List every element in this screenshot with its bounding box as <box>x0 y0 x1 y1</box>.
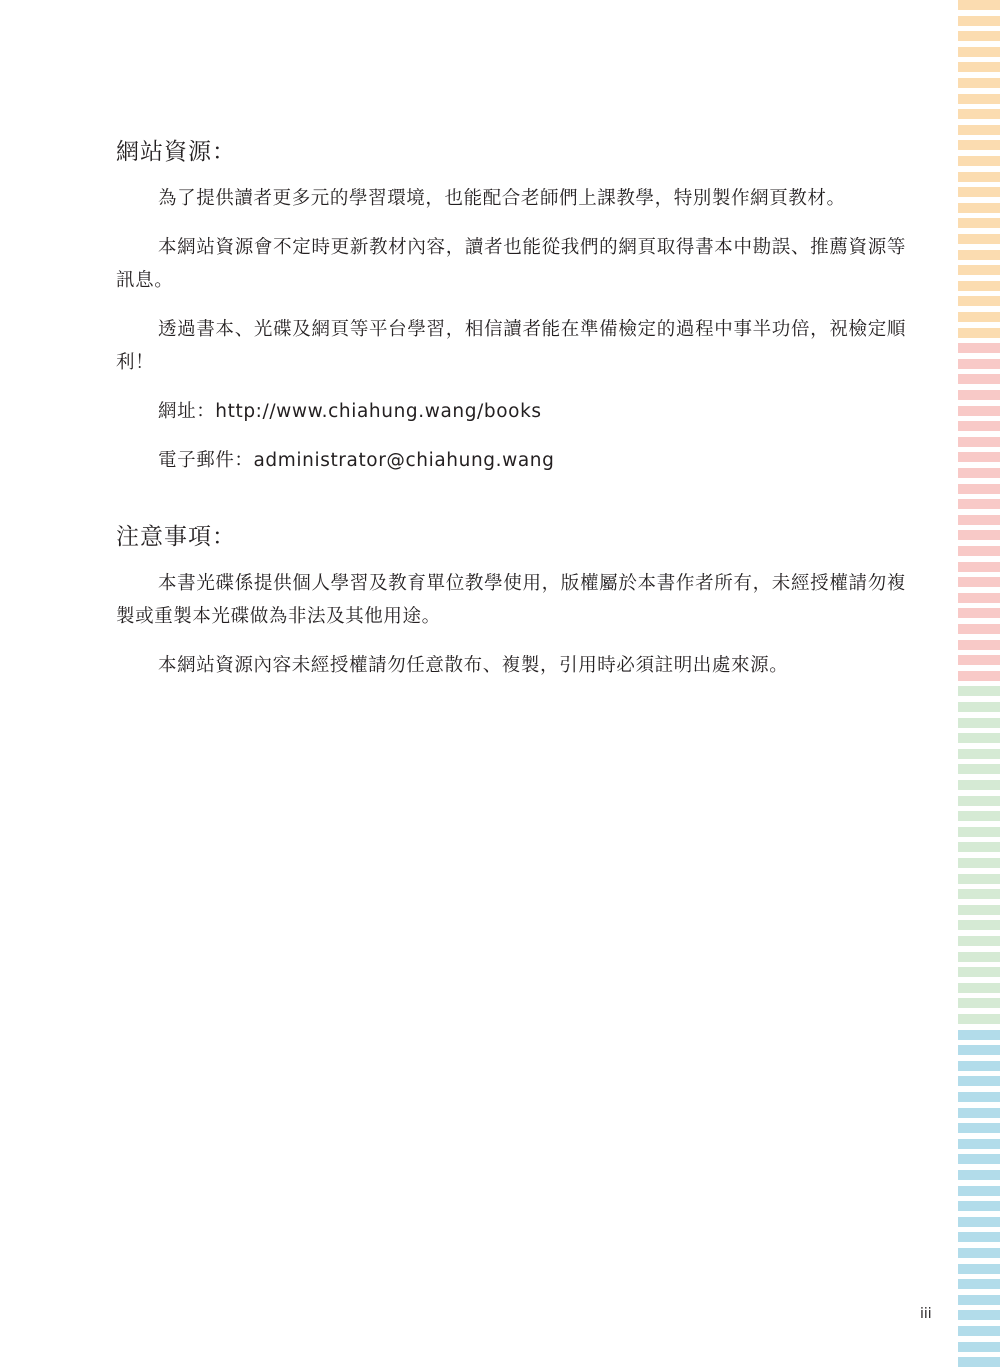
color-stripe <box>958 1045 1000 1055</box>
color-stripe <box>958 593 1000 603</box>
color-stripe <box>958 16 1000 26</box>
color-stripe <box>958 452 1000 462</box>
color-stripe <box>958 1201 1000 1211</box>
color-stripe <box>958 624 1000 634</box>
color-stripe <box>958 858 1000 868</box>
color-stripe <box>958 0 1000 10</box>
color-stripe <box>958 1154 1000 1164</box>
page-number: iii <box>920 1306 932 1322</box>
section-heading-web-resources: 網站資源： <box>116 139 236 165</box>
color-stripe <box>958 530 1000 540</box>
color-stripe <box>958 1264 1000 1274</box>
color-stripe <box>958 811 1000 821</box>
website-url-line: 網址：http://www.chiahung.wang/books <box>158 401 542 422</box>
color-stripe <box>958 1326 1000 1336</box>
color-stripe <box>958 281 1000 291</box>
paragraph: 為了提供讀者更多元的學習環境，也能配合老師們上課教學，特別製作網頁教材。 <box>158 188 846 209</box>
color-stripe <box>958 499 1000 509</box>
paragraph: 透過書本、光碟及網頁等平台學習，相信讀者能在準備檢定的過程中事半功倍，祝檢定順利！ <box>116 319 906 373</box>
color-stripe <box>958 842 1000 852</box>
color-stripe <box>958 998 1000 1008</box>
color-stripe <box>958 1310 1000 1320</box>
color-stripe <box>958 1248 1000 1258</box>
email-line: 電子郵件：administrator@chiahung.wang <box>158 450 555 471</box>
paragraph: 本書光碟係提供個人學習及教育單位教學使用，版權屬於本書作者所有，未經授權請勿複製或重製本光碟做為非法及其他用途。 <box>116 573 906 627</box>
color-stripe <box>958 764 1000 774</box>
color-stripe <box>958 733 1000 743</box>
color-stripe <box>958 796 1000 806</box>
color-stripe <box>958 749 1000 759</box>
color-stripe <box>958 780 1000 790</box>
color-stripe <box>958 983 1000 993</box>
color-stripe <box>958 62 1000 72</box>
color-stripe <box>958 421 1000 431</box>
section-heading-notices: 注意事項： <box>116 524 236 550</box>
color-stripe <box>958 437 1000 447</box>
color-stripe <box>958 608 1000 618</box>
color-stripe <box>958 1342 1000 1352</box>
color-stripe <box>958 468 1000 478</box>
color-stripe <box>958 718 1000 728</box>
color-stripe <box>958 562 1000 572</box>
color-stripe <box>958 1014 1000 1024</box>
color-stripe <box>958 671 1000 681</box>
color-stripe <box>958 1076 1000 1086</box>
color-stripe <box>958 359 1000 369</box>
color-stripe <box>958 1295 1000 1305</box>
color-stripe <box>958 515 1000 525</box>
color-stripe <box>958 140 1000 150</box>
color-stripe <box>958 390 1000 400</box>
color-stripe <box>958 78 1000 88</box>
color-stripe <box>958 125 1000 135</box>
color-stripe <box>958 156 1000 166</box>
color-stripe <box>958 577 1000 587</box>
page-content <box>116 128 906 698</box>
color-stripe <box>958 1061 1000 1071</box>
color-stripe <box>958 187 1000 197</box>
color-stripe <box>958 234 1000 244</box>
color-stripe <box>958 1357 1000 1367</box>
color-stripe <box>958 296 1000 306</box>
color-stripe <box>958 686 1000 696</box>
color-stripe <box>958 936 1000 946</box>
color-stripe <box>958 889 1000 899</box>
color-stripe <box>958 655 1000 665</box>
color-stripe <box>958 109 1000 119</box>
color-stripe <box>958 47 1000 57</box>
color-stripe <box>958 1139 1000 1149</box>
paragraph: 本網站資源內容未經授權請勿任意散布、複製，引用時必須註明出處來源。 <box>158 655 789 676</box>
color-stripe <box>958 874 1000 884</box>
color-stripe <box>958 546 1000 556</box>
color-stripe <box>958 905 1000 915</box>
color-stripe <box>958 1217 1000 1227</box>
color-stripe <box>958 203 1000 213</box>
color-stripe <box>958 265 1000 275</box>
color-stripe <box>958 1092 1000 1102</box>
color-stripe <box>958 406 1000 416</box>
color-stripe <box>958 343 1000 353</box>
color-stripe <box>958 702 1000 712</box>
color-stripe <box>958 967 1000 977</box>
color-stripe <box>958 1186 1000 1196</box>
color-stripe <box>958 952 1000 962</box>
color-stripe <box>958 312 1000 322</box>
color-stripe <box>958 640 1000 650</box>
color-stripe <box>958 484 1000 494</box>
color-stripe <box>958 250 1000 260</box>
paragraph: 本網站資源會不定時更新教材內容，讀者也能從我們的網頁取得書本中勘誤、推薦資源等訊息。 <box>116 237 906 291</box>
color-stripe <box>958 374 1000 384</box>
color-stripe <box>958 1279 1000 1289</box>
color-stripe <box>958 827 1000 837</box>
color-stripe <box>958 1170 1000 1180</box>
color-stripe <box>958 172 1000 182</box>
color-stripe <box>958 328 1000 338</box>
decorative-color-strip <box>958 0 1000 1368</box>
color-stripe <box>958 1108 1000 1118</box>
color-stripe <box>958 1030 1000 1040</box>
color-stripe <box>958 1232 1000 1242</box>
color-stripe <box>958 218 1000 228</box>
color-stripe <box>958 31 1000 41</box>
color-stripe <box>958 1123 1000 1133</box>
color-stripe <box>958 94 1000 104</box>
color-stripe <box>958 920 1000 930</box>
section-spacer <box>116 493 906 513</box>
